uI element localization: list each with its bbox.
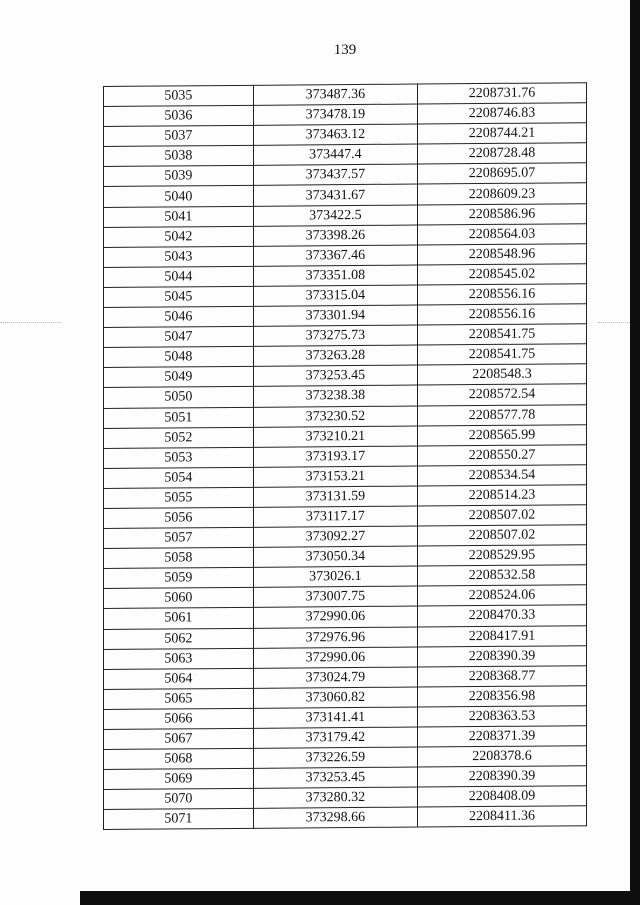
point-number-cell: 5054: [104, 467, 254, 488]
point-number-cell: 5052: [104, 427, 254, 448]
y-coordinate-cell: 2208695.07: [417, 163, 586, 184]
y-coordinate-cell: 2208408.09: [417, 786, 586, 807]
x-coordinate-cell: 373193.17: [253, 446, 417, 467]
y-coordinate-cell: 2208550.27: [417, 444, 586, 465]
y-coordinate-cell: 2208545.02: [417, 264, 586, 285]
point-number-cell: 5065: [104, 688, 254, 709]
point-number-cell: 5070: [104, 789, 254, 810]
coordinates-table-wrapper: [103, 82, 587, 830]
x-coordinate-cell: 373253.45: [253, 767, 417, 788]
x-coordinate-cell: 373398.26: [253, 225, 417, 246]
y-coordinate-cell: 2208541.75: [417, 324, 586, 345]
y-coordinate-cell: 2208524.06: [417, 585, 586, 606]
y-coordinate-cell: 2208548.96: [417, 243, 586, 264]
x-coordinate-cell: 373351.08: [253, 265, 417, 286]
y-coordinate-cell: 2208541.75: [417, 344, 586, 365]
point-number-cell: 5061: [104, 608, 254, 629]
x-coordinate-cell: 373153.21: [253, 466, 417, 487]
y-coordinate-cell: 2208556.16: [417, 284, 586, 305]
x-coordinate-cell: 373301.94: [253, 305, 417, 326]
point-number-cell: 5071: [104, 809, 254, 830]
point-number-cell: 5049: [104, 367, 254, 388]
x-coordinate-cell: 373230.52: [253, 406, 417, 427]
y-coordinate-cell: 2208565.99: [417, 424, 586, 445]
x-coordinate-cell: 373226.59: [253, 747, 417, 768]
x-coordinate-cell: 373431.67: [253, 184, 417, 205]
point-number-cell: 5064: [104, 668, 254, 689]
x-coordinate-cell: 373050.34: [253, 546, 417, 567]
x-coordinate-cell: 373131.59: [253, 486, 417, 507]
y-coordinate-cell: 2208378.6: [417, 746, 586, 767]
y-coordinate-cell: 2208356.98: [417, 686, 586, 707]
x-coordinate-cell: 373437.57: [253, 164, 417, 185]
y-coordinate-cell: 2208363.53: [417, 706, 586, 727]
point-number-cell: 5059: [104, 568, 254, 589]
x-coordinate-cell: 373253.45: [253, 365, 417, 386]
table-row: [104, 806, 587, 830]
point-number-cell: 5062: [104, 628, 254, 649]
point-number-cell: 5036: [104, 105, 254, 126]
x-coordinate-cell: 373092.27: [253, 526, 417, 547]
y-coordinate-cell: 2208556.16: [417, 304, 586, 325]
y-coordinate-cell: 2208532.58: [417, 565, 586, 586]
point-number-cell: 5037: [104, 126, 254, 147]
y-coordinate-cell: 2208577.78: [417, 404, 586, 425]
x-coordinate-cell: 373280.32: [253, 787, 417, 808]
y-coordinate-cell: 2208514.23: [417, 485, 586, 506]
y-coordinate-cell: 2208507.02: [417, 505, 586, 526]
y-coordinate-cell: 2208609.23: [417, 183, 586, 204]
x-coordinate-cell: 373026.1: [253, 566, 417, 587]
point-number-cell: 5069: [104, 769, 254, 790]
point-number-cell: 5058: [104, 547, 254, 568]
point-number-cell: 5045: [104, 286, 254, 307]
x-coordinate-cell: 373478.19: [253, 104, 417, 125]
x-coordinate-cell: 372990.06: [253, 606, 417, 627]
x-coordinate-cell: 373141.41: [253, 707, 417, 728]
point-number-cell: 5068: [104, 748, 254, 769]
y-coordinate-cell: 2208411.36: [417, 806, 586, 827]
point-number-cell: 5038: [104, 146, 254, 167]
scan-artifact-left: [0, 322, 60, 324]
point-number-cell: 5066: [104, 708, 254, 729]
point-number-cell: 5040: [104, 186, 254, 207]
point-number-cell: 5048: [104, 347, 254, 368]
y-coordinate-cell: 2208746.83: [417, 103, 586, 124]
scan-border-bottom: [80, 891, 640, 905]
y-coordinate-cell: 2208728.48: [417, 143, 586, 164]
x-coordinate-cell: 373422.5: [253, 205, 417, 226]
y-coordinate-cell: 2208390.39: [417, 766, 586, 787]
coordinates-table-body: [104, 83, 587, 830]
point-number-cell: 5046: [104, 306, 254, 327]
point-number-cell: 5042: [104, 226, 254, 247]
scan-artifact-right: [598, 322, 630, 324]
point-number-cell: 5056: [104, 507, 254, 528]
y-coordinate-cell: 2208371.39: [417, 726, 586, 747]
x-coordinate-cell: 373179.42: [253, 727, 417, 748]
x-coordinate-cell: 373315.04: [253, 285, 417, 306]
page-number: 139: [333, 42, 357, 58]
x-coordinate-cell: 373275.73: [253, 325, 417, 346]
y-coordinate-cell: 2208529.95: [417, 545, 586, 566]
point-number-cell: 5051: [104, 407, 254, 428]
point-number-cell: 5043: [104, 246, 254, 267]
x-coordinate-cell: 373298.66: [253, 807, 417, 828]
y-coordinate-cell: 2208548.3: [417, 364, 586, 385]
y-coordinate-cell: 2208564.03: [417, 223, 586, 244]
point-number-cell: 5041: [104, 206, 254, 227]
y-coordinate-cell: 2208586.96: [417, 203, 586, 224]
x-coordinate-cell: 372990.06: [253, 647, 417, 668]
point-number-cell: 5057: [104, 527, 254, 548]
y-coordinate-cell: 2208470.33: [417, 605, 586, 626]
x-coordinate-cell: 372976.96: [253, 627, 417, 648]
x-coordinate-cell: 373060.82: [253, 687, 417, 708]
point-number-cell: 5035: [104, 85, 254, 106]
point-number-cell: 5055: [104, 487, 254, 508]
x-coordinate-cell: 373367.46: [253, 245, 417, 266]
y-coordinate-cell: 2208417.91: [417, 625, 586, 646]
point-number-cell: 5060: [104, 588, 254, 609]
y-coordinate-cell: 2208390.39: [417, 645, 586, 666]
point-number-cell: 5047: [104, 326, 254, 347]
scan-border-right: [630, 0, 640, 905]
y-coordinate-cell: 2208507.02: [417, 525, 586, 546]
x-coordinate-cell: 373487.36: [253, 84, 417, 105]
point-number-cell: 5067: [104, 728, 254, 749]
coordinates-table: [103, 82, 587, 830]
point-number-cell: 5063: [104, 648, 254, 669]
x-coordinate-cell: 373210.21: [253, 426, 417, 447]
y-coordinate-cell: 2208572.54: [417, 384, 586, 405]
point-number-cell: 5050: [104, 387, 254, 408]
x-coordinate-cell: 373007.75: [253, 586, 417, 607]
point-number-cell: 5039: [104, 166, 254, 187]
y-coordinate-cell: 2208731.76: [417, 83, 586, 104]
x-coordinate-cell: 373024.79: [253, 667, 417, 688]
x-coordinate-cell: 373117.17: [253, 506, 417, 527]
x-coordinate-cell: 373447.4: [253, 144, 417, 165]
point-number-cell: 5044: [104, 266, 254, 287]
x-coordinate-cell: 373263.28: [253, 345, 417, 366]
y-coordinate-cell: 2208534.54: [417, 464, 586, 485]
y-coordinate-cell: 2208368.77: [417, 665, 586, 686]
x-coordinate-cell: 373238.38: [253, 385, 417, 406]
x-coordinate-cell: 373463.12: [253, 124, 417, 145]
y-coordinate-cell: 2208744.21: [417, 123, 586, 144]
point-number-cell: 5053: [104, 447, 254, 468]
